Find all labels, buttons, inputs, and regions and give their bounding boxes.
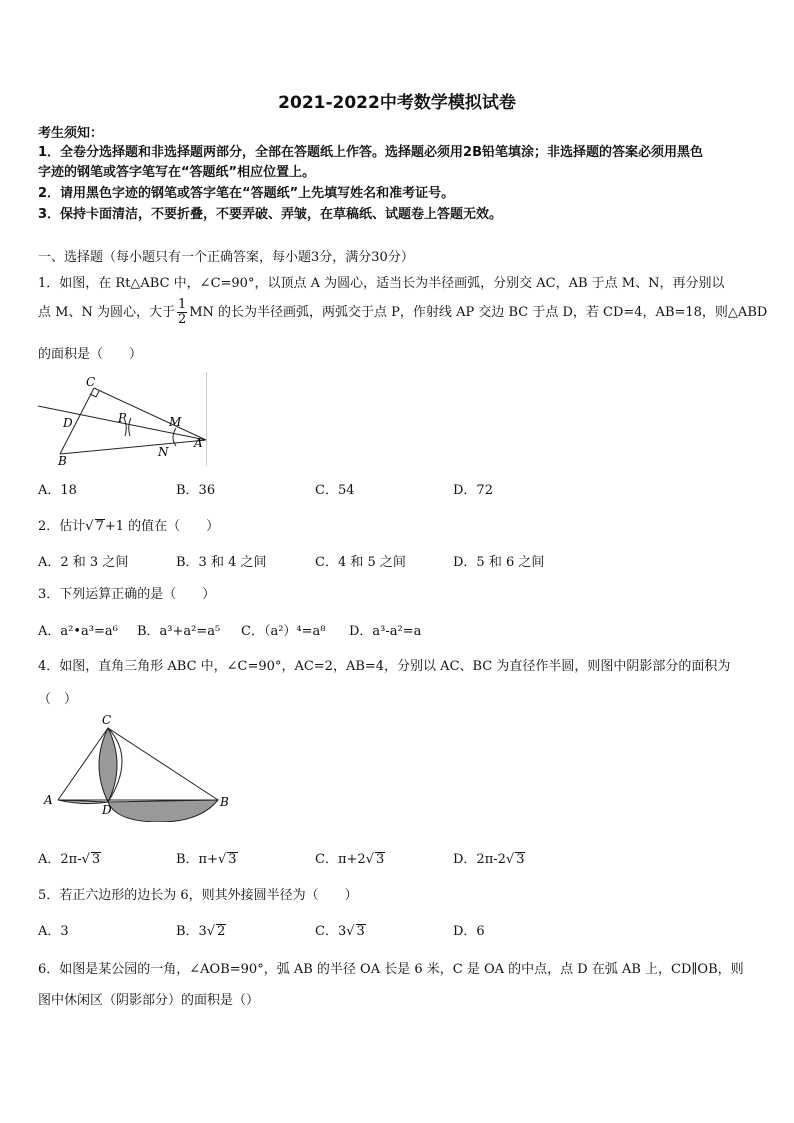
q4-option-b[interactable] [176, 848, 238, 867]
q2-option-d[interactable]: D．5 和 6 之间 [453, 555, 545, 570]
q4-figure [40, 710, 240, 822]
q2-stem [38, 515, 219, 534]
label-a: A [194, 436, 203, 450]
q4-b-radicand: 3 [228, 852, 237, 867]
side-cb [108, 728, 218, 800]
q4-a-radicand: 3 [91, 852, 101, 867]
sqrt-icon: √ [505, 852, 515, 867]
q4-d-radicand: 3 [516, 852, 525, 867]
q3-option-d[interactable]: D．a³-a²=a [349, 624, 422, 639]
shaded-sliver-a [58, 800, 108, 804]
q2-option-a[interactable]: A．2 和 3 之间 [38, 555, 129, 570]
notice-item-2: 2．请用黑色字迹的钢笔或答字笔在“答题纸”上先填写姓名和准考证号。 [38, 186, 455, 201]
q1-stem-line2 [38, 298, 767, 327]
label-c: C [86, 375, 96, 389]
q4-c-text: C．π+2 [315, 852, 366, 867]
q5-c-radicand: 3 [356, 924, 365, 939]
q1-option-b[interactable]: B．36 [176, 483, 216, 498]
q5-option-d[interactable]: D．6 [453, 924, 485, 939]
q2-option-c[interactable]: C．4 和 5 之间 [315, 555, 406, 570]
line-ba [60, 440, 206, 454]
q2-text-b: +1 的值在（ ） [104, 519, 220, 534]
sqrt-icon: √ [81, 852, 90, 867]
q4-c-radicand: 3 [375, 852, 385, 867]
q5-option-b[interactable] [176, 920, 226, 939]
q5-b-radicand: 2 [217, 924, 226, 939]
q4-b-text: B．π+ [176, 852, 218, 867]
arc-p2 [129, 418, 131, 436]
q4-d-text: D．2π-2 [453, 852, 506, 867]
q2-text-a: 2．估计 [38, 519, 86, 534]
page-title: 2021-2022中考数学模拟试卷 [278, 93, 516, 113]
q1-option-a[interactable]: A．18 [38, 483, 77, 498]
notice-item-1: 1．全卷分选择题和非选择题两部分，全部在答题纸上作答。选择题必须用2B铅笔填涂；非选择题的答案必须用黑色 [38, 145, 704, 160]
q6-stem-line2: 图中休闲区（阴影部分）的面积是（） [38, 993, 260, 1008]
q1-figure [36, 372, 212, 466]
q3-stem: 3．下列运算正确的是（ ） [38, 587, 216, 602]
q1-option-d[interactable]: D．72 [453, 483, 493, 498]
q3-option-c[interactable]: C．（a²）⁴=a⁸ [241, 624, 326, 639]
q2-radicand: 7 [95, 519, 104, 534]
label-d: D [102, 803, 112, 817]
q6-stem-line1: 6．如图是某公园的一角，∠AOB=90°，弧 AB 的半径 OA 长是 6 米，C 是 OA 的中点，点 D 在弧 AB 上，CD∥OB，则 [38, 962, 744, 977]
label-c: C [102, 713, 112, 727]
frac-den: 2 [177, 312, 187, 327]
sqrt-icon: √ [218, 852, 227, 867]
q5-b-text: B．3 [176, 924, 207, 939]
q4-stem-line2: （ ） [38, 692, 78, 707]
q4-option-c[interactable] [315, 848, 385, 867]
q5-option-c[interactable] [315, 920, 366, 939]
sqrt-icon: √ [206, 924, 216, 939]
label-b: B [58, 454, 67, 466]
label-n: N [158, 445, 169, 459]
q3-option-b[interactable]: B．a³+a²=a⁵ [137, 624, 221, 639]
shaded-region-lower [108, 800, 218, 822]
label-p: P [118, 411, 127, 425]
q4-a-text: A．2π- [38, 852, 82, 867]
label-a: A [44, 793, 53, 807]
section-heading: 一、选择题（每小题只有一个正确答案，每小题3分，满分30分） [38, 250, 414, 265]
q4-option-d[interactable] [453, 848, 525, 867]
q5-stem: 5．若正六边形的边长为 6，则其外接圆半径为（ ） [38, 888, 358, 903]
sqrt-icon: √ [346, 924, 355, 939]
label-m: M [169, 415, 182, 429]
q4-option-a[interactable] [38, 848, 101, 867]
line-ca [94, 388, 206, 440]
q5-c-text: C．3 [315, 924, 347, 939]
q1-option-c[interactable]: C．54 [315, 483, 355, 498]
notice-item-3: 3．保持卡面清洁，不要折叠，不要弄破、弄皱，在草稿纸、试题卷上答题无效。 [38, 207, 503, 222]
q5-option-a[interactable]: A．3 [38, 924, 69, 939]
sqrt-icon: √ [365, 852, 374, 867]
q1-text-a: 点 M、N 为圆心，大于 [38, 305, 175, 320]
q4-stem-line1: 4．如图，直角三角形 ABC 中，∠C=90°，AC=2，AB=4，分别以 AC、BC 为直径作半圆，则图中阴影部分的面积为 [38, 659, 731, 674]
label-d: D [63, 416, 73, 430]
notice-heading: 考生须知： [38, 126, 104, 141]
q2-option-b[interactable]: B．3 和 4 之间 [176, 555, 267, 570]
notice-item-1-cont: 字迹的钢笔或答字笔写在“答题纸”相应位置上。 [38, 165, 316, 180]
label-b: B [220, 795, 229, 809]
q1-text-b: MN 的长为半径画弧，两弧交于点 P，作射线 AP 交边 BC 于点 D，若 CD=4，AB=18，则△ABD [189, 305, 768, 320]
frac-num: 1 [177, 297, 187, 312]
q1-stem-line3: 的面积是（ ） [38, 347, 143, 362]
q3-option-a[interactable]: A．a²•a³=a⁶ [38, 624, 118, 639]
q1-stem-line1: 1．如图，在 Rt△ABC 中，∠C=90°，以顶点 A 为圆心，适当长为半径画弧，分别交 AC，AB 于点 M、N，再分别以 [38, 276, 725, 291]
sqrt-icon: √ [85, 519, 94, 534]
fraction-half [177, 298, 187, 327]
